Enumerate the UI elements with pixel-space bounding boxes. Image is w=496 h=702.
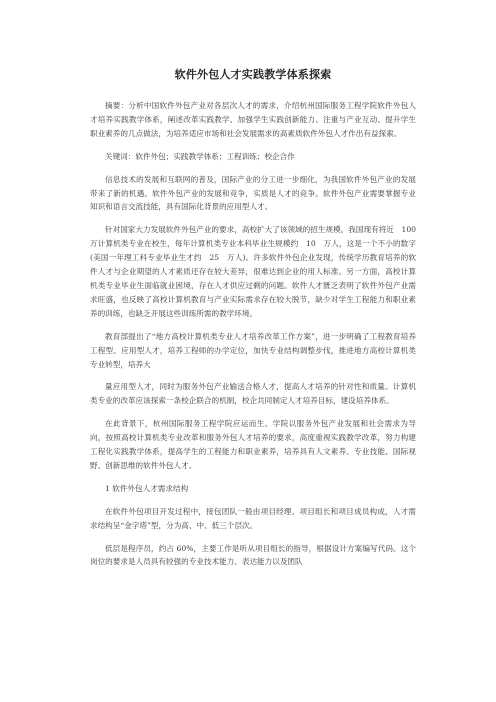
- body-paragraph: 教育部提出了“地方高校计算机类专业人才培养改革工作方案”，进一步明确了工程教育培养工程型、应用型人才，培养工程师的办学定位，加快专业结构调整步伐，推进地方高校计算机类专业转型，培养大: [90, 331, 416, 369]
- body-paragraph: 量应用型人才，同时为服务外包产业输送合格人才，提高人才培养的针对性和质量。计算机类专业的改革应该探索一条校企联合的机制，校企共同制定人才培养目标，建设培养体系。: [90, 382, 416, 406]
- body-paragraph: 针对国家大力发展软件外包产业的要求，高校扩大了该领域的招生规模。我国现有将近 100 万计算机类专业在校生，每年计算机类专业本科毕业生规模约 10 万人，这是一个不小的数字(美国一年理工科专业毕业生才约 25 万人)。许多软件外包企业发现，传统学历教育培养的软件人才与企业期望的人才素质还存在较大差异，很难达到企业的用人标准。另一方面，高校计算机类专业毕业生面临就业困境，存在人才供应过剩的问题。软件人才匮乏表明了软件外包产业需求旺盛，也反映了高校计算机教育与产业实际需求存在较大脱节，缺少对学生工程能力和职业素养的训练，也缺乏开展这些训练所需的教学环境。: [90, 225, 424, 318]
- section-heading: 1 软件外包人才需求结构: [105, 483, 189, 493]
- keywords-paragraph: 关键词：软件外包；实践教学体系；工程训练；校企合作: [105, 151, 295, 161]
- body-paragraph: 在软件外包项目开发过程中，接包团队一般由项目经理、项目组长和项目成员构成，人才需求结构呈“金字塔”型，分为高、中、低三个层次。: [90, 506, 416, 530]
- body-paragraph: 低层是程序员，约占 60%，主要工作是听从项目组长的指导，根据设计方案编写代码。这个岗位的要求是人员具有较强的专业技术能力、表达能力以及团队: [90, 543, 416, 567]
- body-paragraph: 在此背景下，杭州国际服务工程学院应运而生。学院以服务外包产业发展和社会需求为导向，按照高校计算机类专业改革和服务外包人才培养的要求，高度重视实践教学改革，努力构建工程化实践教学体系，提高学生的工程能力和职业素养，培养具有人文素养、专业技能、国际视野、创新思维的软件外包人才。: [90, 419, 416, 470]
- body-paragraph: 信息技术的发展和互联网的普及，国际产业的分工进一步细化，为我国软件外包产业的发展带来了新的机遇。软件外包产业的发展和竞争，实质是人才的竞争。软件外包产业需要掌握专业知识和语言交流技能，具有国际化背景的应用型人才。: [90, 174, 416, 212]
- abstract-paragraph: 摘要：分析中国软件外包产业对各层次人才的需求，介绍杭州国际服务工程学院软件外包人才培养实践教学体系，阐述改革实践教学、加强学生实践创新能力、注重与产业互动、提升学生职业素养的几点做法，为培养适应市场和社会发展需求的高素质软件外包人才作出有益探索。: [90, 101, 416, 138]
- document-title: 软件外包人才实践教学体系探索: [174, 68, 332, 81]
